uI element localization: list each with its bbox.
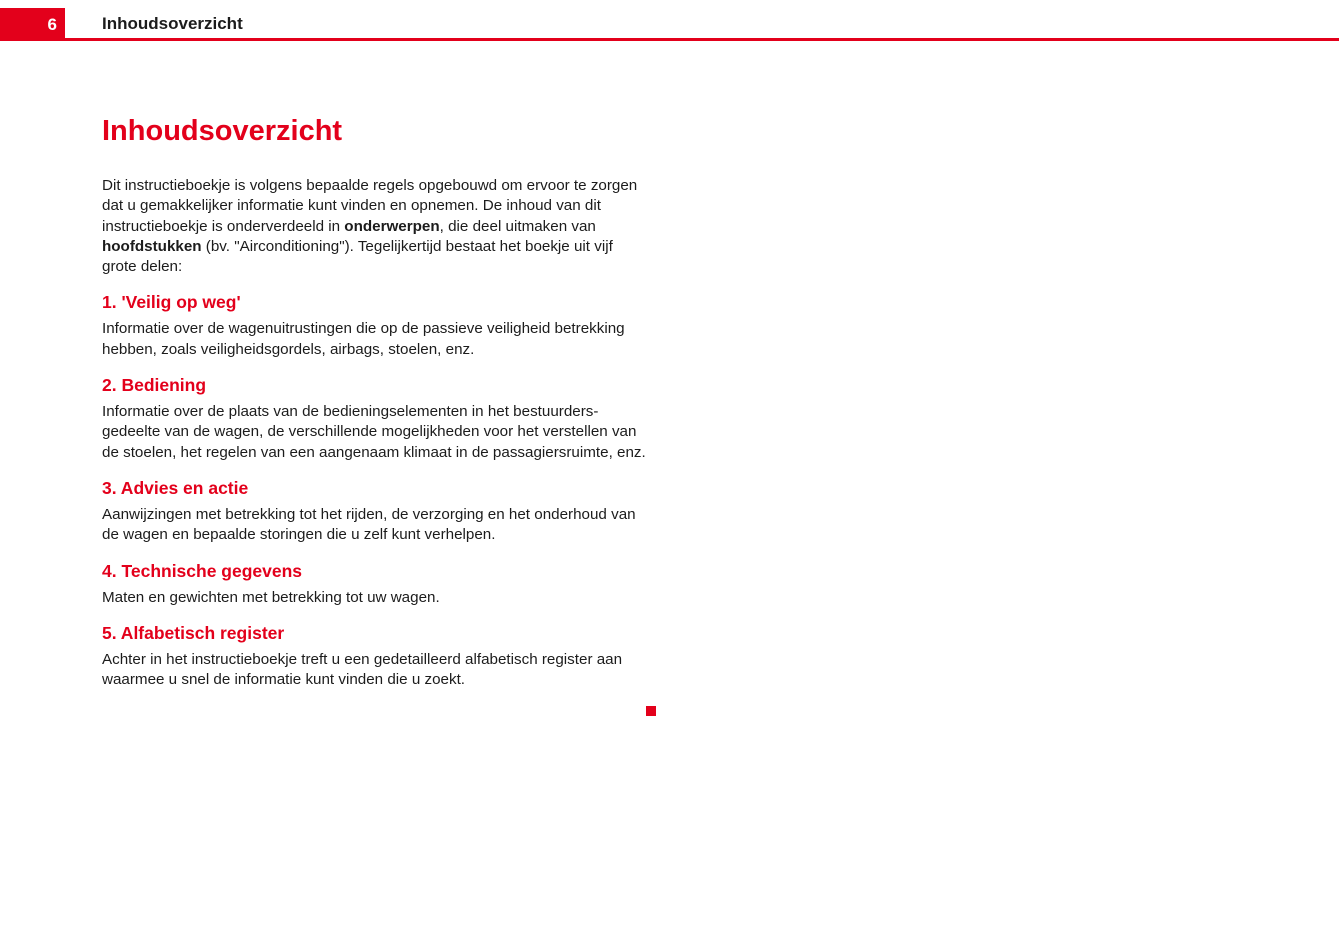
page-title: Inhoudsoverzicht (102, 115, 343, 147)
section-heading-alfabetisch-register: 5. Alfabetisch register (102, 622, 285, 643)
section-heading-bediening: 2. Bediening (102, 375, 207, 396)
intro-paragraph (102, 176, 647, 277)
intro-bold-chapters: hoofdstukken (102, 237, 202, 255)
section-text-alfabetisch-register: Achter in het instructieboekje treft u een gedetailleerd alfabetisch register aan waarmee u snel de informatie kunt vinden die u zoekt. (102, 650, 623, 689)
section-heading-advies-en-actie: 3. Advies en actie (102, 477, 249, 498)
section-heading-technische-gegevens: 4. Technische gegevens (102, 560, 303, 581)
section-text-veilig-op-weg: Informatie over de wagenuitrustingen die op de passieve veiligheid betrekking hebben, zoals veiligheidsgordels, airbags, stoelen, enz. (102, 320, 625, 358)
intro-bold-topics: onderwerpen (344, 217, 440, 235)
intro-text-2: , die deel uitmaken van (439, 217, 596, 235)
header-title: Inhoudsoverzicht (102, 14, 243, 33)
intro-text-3: (bv. "Airconditioning"). Tegelijkertijd bestaat het boekje uit vijf grote delen: (102, 237, 613, 276)
intro-text-1: Dit instructieboekje is volgens bepaalde regels opgebouwd om ervoor te zorgen dat u gemakkelijker informatie kunt vinden en opnemen. De inhoud van dit instructieboekje is onderverdeeld in (102, 177, 638, 235)
header-divider (65, 38, 1339, 41)
section-text-bediening: Informatie over de plaats van de bedieningselementen in het bestuurdersgedeelte van de wagen, de verschillende mogelijkheden voor het verstellen van de stoelen, het regelen van een aangenaam klimaat in de passagiersruimte, enz. (102, 403, 646, 461)
page-header (0, 0, 1339, 41)
section-heading-veilig-op-weg: 1. 'Veilig op weg' (102, 292, 241, 313)
end-of-topic-marker-icon (646, 706, 656, 716)
section-text-advies-en-actie: Aanwijzingen met betrekking tot het rijden, de verzorging en het onderhoud van de wagen en bepaalde storingen die u zelf kunt verhelpen. (102, 505, 636, 544)
section-text-technische-gegevens: Maten en gewichten met betrekking tot uw wagen. (102, 588, 440, 606)
page-number: 6 (0, 8, 65, 41)
main-content (102, 112, 647, 690)
